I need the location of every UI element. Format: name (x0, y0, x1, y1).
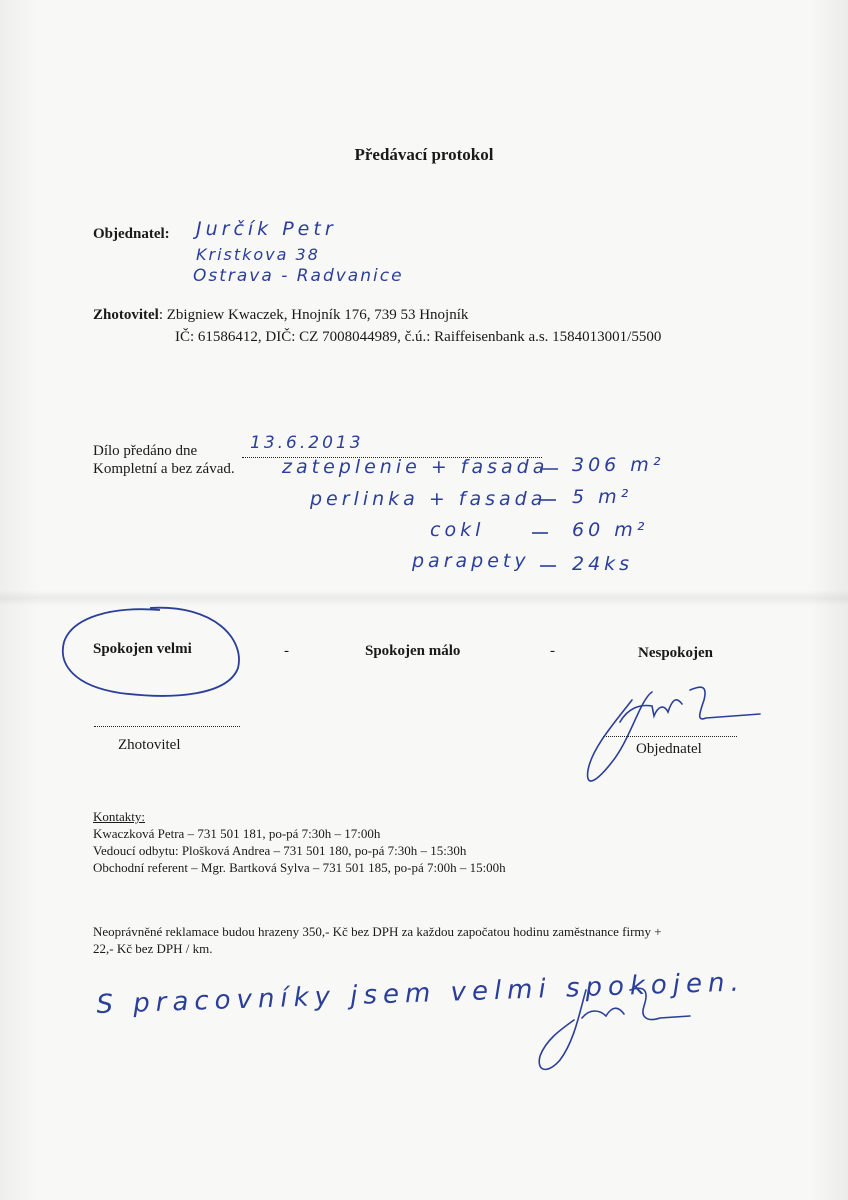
contact-line-3: Obchodní referent – Mgr. Bartková Sylva – 731 501 185, po-pá 7:00h – 15:00h (93, 860, 506, 875)
zhotovitel-line2: IČ: 61586412, DIČ: CZ 7008044989, č.ú.: Raiffeisenbank a.s. 1584013001/5500 (175, 329, 662, 345)
handover-date-label: Dílo předáno dne (93, 443, 198, 459)
contact-line-2: Vedoucí odbytu: Plošková Andrea – 731 501 180, po-pá 7:30h – 15:30h (93, 843, 467, 858)
item-qty-2: 5 m² (572, 486, 633, 508)
contact-line-1: Kwaczková Petra – 731 501 181, po-pá 7:30h – 17:00h (93, 826, 381, 841)
contacts-heading: Kontakty: (93, 809, 145, 824)
item-qty-3: 60 m² (572, 519, 649, 541)
objednatel-city: Ostrava - Radvanice (193, 266, 404, 286)
item-qty-1: 306 m² (572, 454, 665, 476)
objednatel-label: Objednatel: (93, 226, 170, 242)
handover-state-label: Kompletní a bez závad. (93, 461, 235, 477)
objednatel-street: Kristkova 38 (196, 245, 320, 264)
objednatel-name: Jurčík Petr (196, 218, 337, 240)
item-name-3: cokl (430, 519, 485, 541)
objednatel-signature-label: Objednatel (636, 741, 702, 757)
option-separator-2: - (550, 643, 555, 659)
notice-line-2: 22,- Kč bez DPH / km. (93, 941, 213, 956)
item-name-1: zateplenie + fasada (282, 456, 549, 478)
handwritten-note: S pracovníky jsem velmi spokojen. (96, 967, 746, 1020)
zhotovitel-signature-label: Zhotovitel (118, 737, 181, 753)
option-spokojen-malo[interactable]: Spokojen málo (365, 643, 461, 659)
item-name-4: parapety (412, 550, 530, 572)
item-name-2: perlinka + fasada (310, 488, 547, 510)
notice-line-1: Neoprávněné reklamace budou hrazeny 350,- Kč bez DPH za každou započatou hodinu zaměstnance firmy + (93, 924, 662, 939)
item-qty-4: 24ks (572, 553, 634, 575)
document-title: Předávací protokol (354, 145, 494, 164)
option-nespokojen[interactable]: Nespokojen (638, 645, 714, 661)
zhotovitel-line1: Zhotovitel: Zbigniew Kwaczek, Hnojník 176, 739 53 Hnojník (93, 307, 469, 323)
option-separator-1: - (284, 643, 289, 659)
handover-date-value: 13.6.2013 (250, 433, 364, 453)
option-spokojen-velmi[interactable]: Spokojen velmi (93, 641, 192, 657)
